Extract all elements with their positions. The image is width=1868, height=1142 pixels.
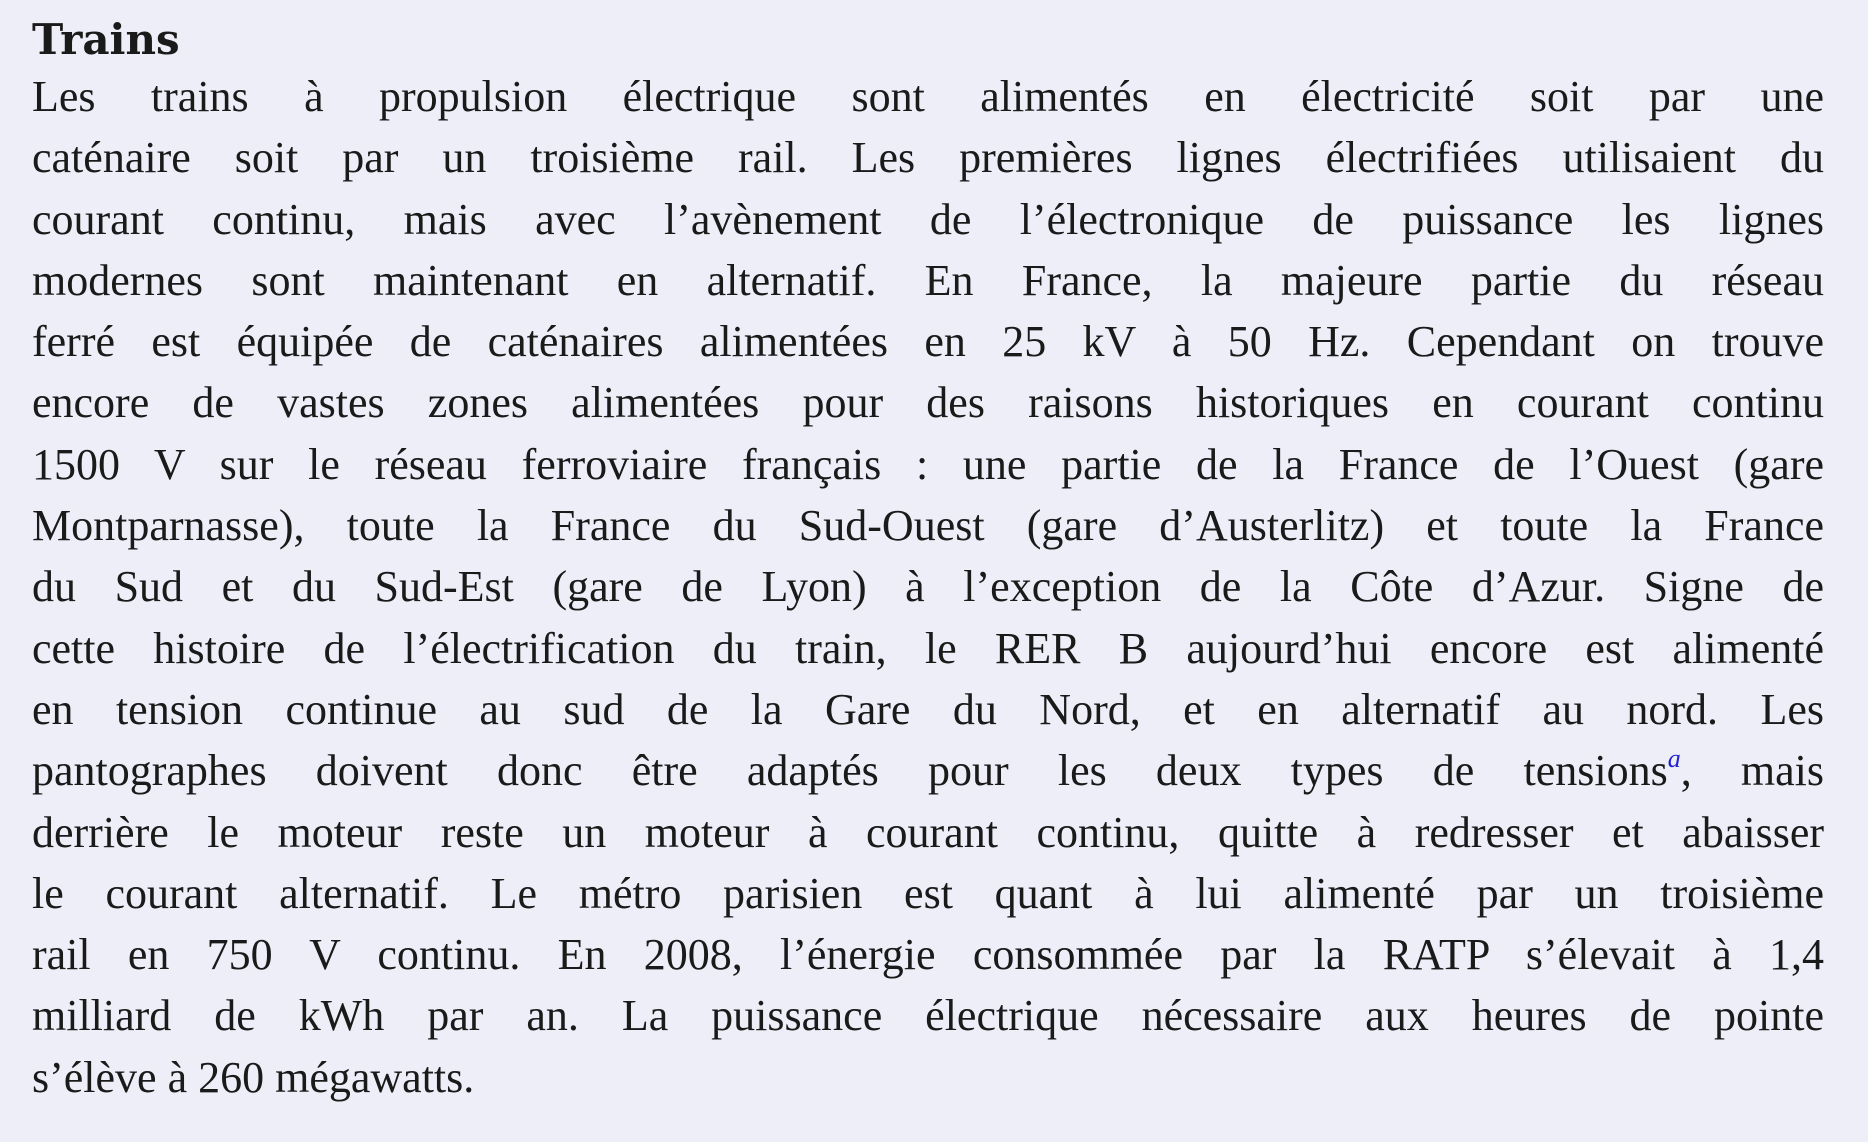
paragraph-line: modernes sont maintenant en alternatif. En France, la majeure partie du réseau	[32, 255, 1824, 305]
line-text-before-footnote: pantographes doivent donc être adaptés pour les deux types de tensions	[32, 746, 1668, 796]
paragraph-line: en tension continue au sud de la Gare du Nord, et en alternatif au nord. Les	[32, 684, 1824, 734]
section-title: Trains	[32, 15, 180, 64]
paragraph-line: ferré est équipée de caténaires alimentées en 25 kV à 50 Hz. Cependant on trouve	[32, 317, 1824, 367]
paragraph-line: rail en 750 V continu. En 2008, l’énergie consommée par la RATP s’élevait à 1,4	[32, 930, 1824, 980]
paragraph-line: s’élève à 260 mégawatts.	[32, 1052, 475, 1102]
line-text-after-footnote: , mais	[1680, 746, 1824, 796]
footnote-link[interactable]: a	[1667, 744, 1681, 774]
paragraph-line-with-footnote	[32, 740, 1824, 801]
paragraph-line: encore de vastes zones alimentées pour des raisons historiques en courant continu	[32, 378, 1824, 428]
paragraph-line: Montparnasse), toute la France du Sud-Ouest (gare d’Austerlitz) et toute la France	[32, 501, 1824, 551]
paragraph-line: courant continu, mais avec l’avènement de l’électronique de puissance les lignes	[32, 194, 1824, 244]
paragraph-line: cette histoire de l’électrification du train, le RER B aujourd’hui encore est alimenté	[32, 623, 1824, 673]
paragraph-line: milliard de kWh par an. La puissance électrique nécessaire aux heures de pointe	[32, 991, 1824, 1041]
paragraph-line: du Sud et du Sud-Est (gare de Lyon) à l’exception de la Côte d’Azur. Signe de	[32, 562, 1824, 612]
paragraph-line: le courant alternatif. Le métro parisien est quant à lui alimenté par un troisième	[32, 868, 1824, 918]
paragraph-line: Les trains à propulsion électrique sont alimentés en électricité soit par une	[32, 72, 1824, 121]
paragraph-line: 1500 V sur le réseau ferroviaire français : une partie de la France de l’Ouest (gare	[32, 439, 1824, 489]
paragraph-line: derrière le moteur reste un moteur à courant continu, quitte à redresser et abaisser	[32, 807, 1824, 857]
trains-paragraph	[32, 66, 1824, 1108]
paragraph-line: caténaire soit par un troisième rail. Les premières lignes électrifiées utilisaient du	[32, 133, 1824, 183]
